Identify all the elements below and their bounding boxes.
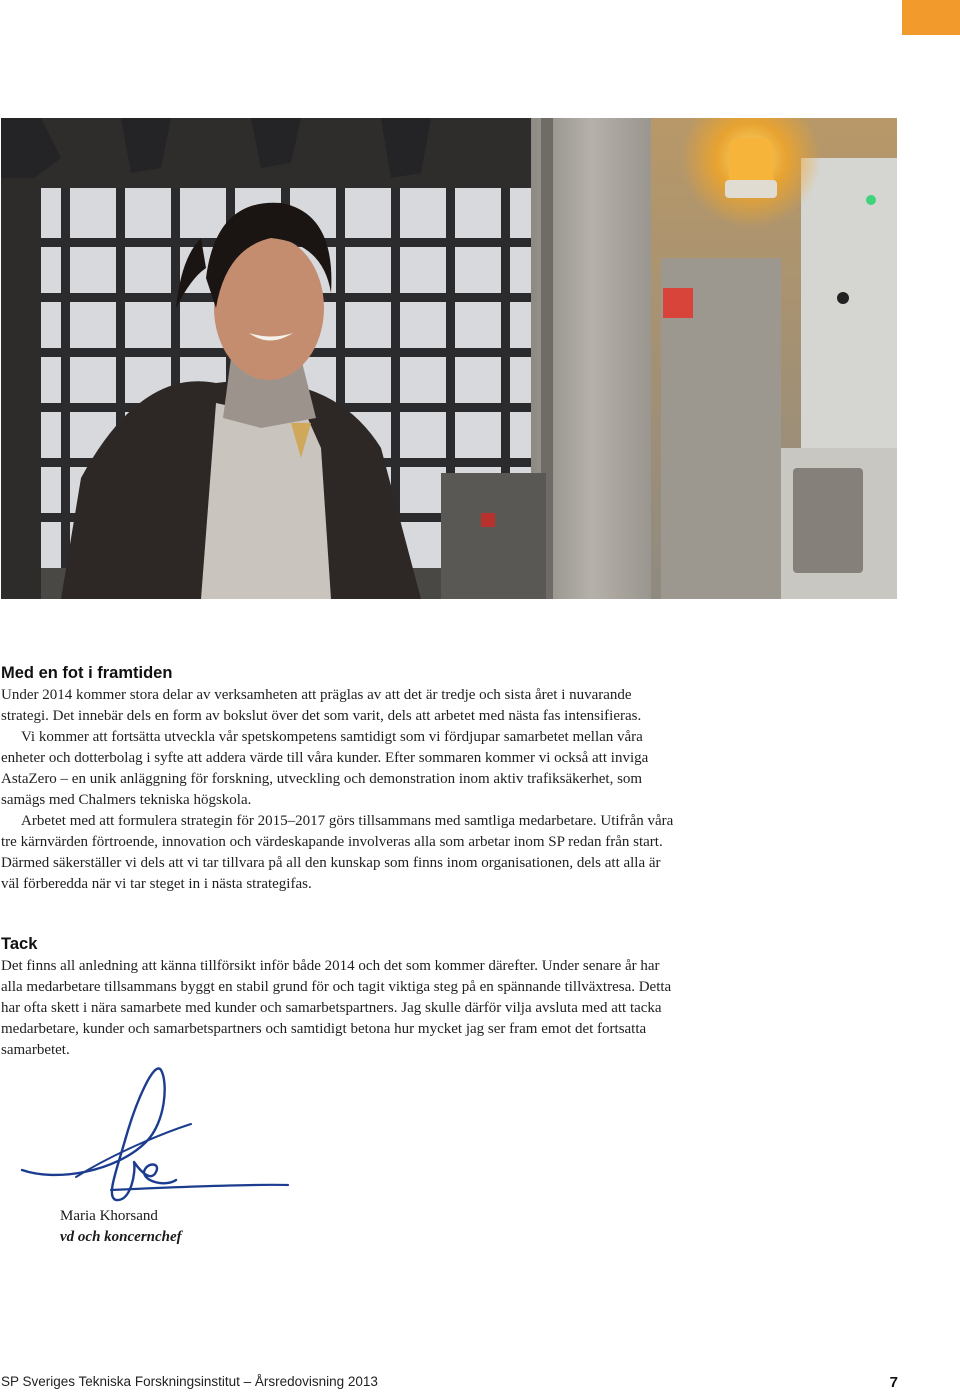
section-body-future — [1, 685, 681, 895]
paragraph: Arbetet med att formulera strategin för 2015–2017 görs tillsammans med samtliga medarbetare. Utifrån våra tre kärnvärden förtroende, innovation och värdeskapande involveras alla som arbetar inom SP redan från start. Därmed säkerställer vi dels att vi tar tillvara på all den kunskap som finns inom organisationen, dels att alla är väl förberedda när vi tar steget in i nästa strategifas. — [1, 813, 674, 892]
paragraph: Vi kommer att fortsätta utveckla vår spetskompetens samtidigt som vi fördjupar samarbetet mellan våra enheter och dotterbolag i syfte att addera värde till våra kunder. Efter sommaren kommer vi också att inviga AstaZero – en unik anläggning för forskning, utveckling och demonstration inom aktiv trafiksäkerhet, som samägs med Chalmers tekniska högskola. — [1, 729, 649, 808]
section-body-thanks — [1, 956, 681, 1061]
paragraph: Under 2014 kommer stora delar av verksamheten att präglas av att det är tredje och sista året i nuvarande strategi. Det innebär dels en form av bokslut över det som varit, dels att arbetet med nästa fas intensifieras. — [1, 687, 642, 724]
footer-text: SP Sveriges Tekniska Forskningsinstitut – Årsredovisning 2013 — [1, 1374, 378, 1389]
portrait-photo — [1, 118, 897, 599]
signer-name: Maria Khorsand — [60, 1208, 158, 1224]
handwritten-signature — [16, 1062, 306, 1207]
paragraph: Det finns all anledning att känna tillförsikt inför både 2014 och det som kommer därefter. Under senare år har alla medarbetare tillsammans byggt en stabil grund för och tagit viktiga steg på en spännande tillväxtresa. Detta har ofta skett i nära samarbete med kunder och samarbetspartners. Jag skulle därför vilja avsluta med att tacka medarbetare, kunder och samarbetspartners och samtidigt betona hur mycket jag ser fram emot det fortsatta samarbetet. — [1, 958, 672, 1058]
corner-accent-tab — [902, 0, 960, 35]
section-heading-thanks: Tack — [1, 935, 38, 953]
page-number: 7 — [889, 1374, 898, 1391]
signer-title: vd och koncernchef — [60, 1229, 182, 1245]
section-heading-future: Med en fot i framtiden — [1, 664, 173, 682]
